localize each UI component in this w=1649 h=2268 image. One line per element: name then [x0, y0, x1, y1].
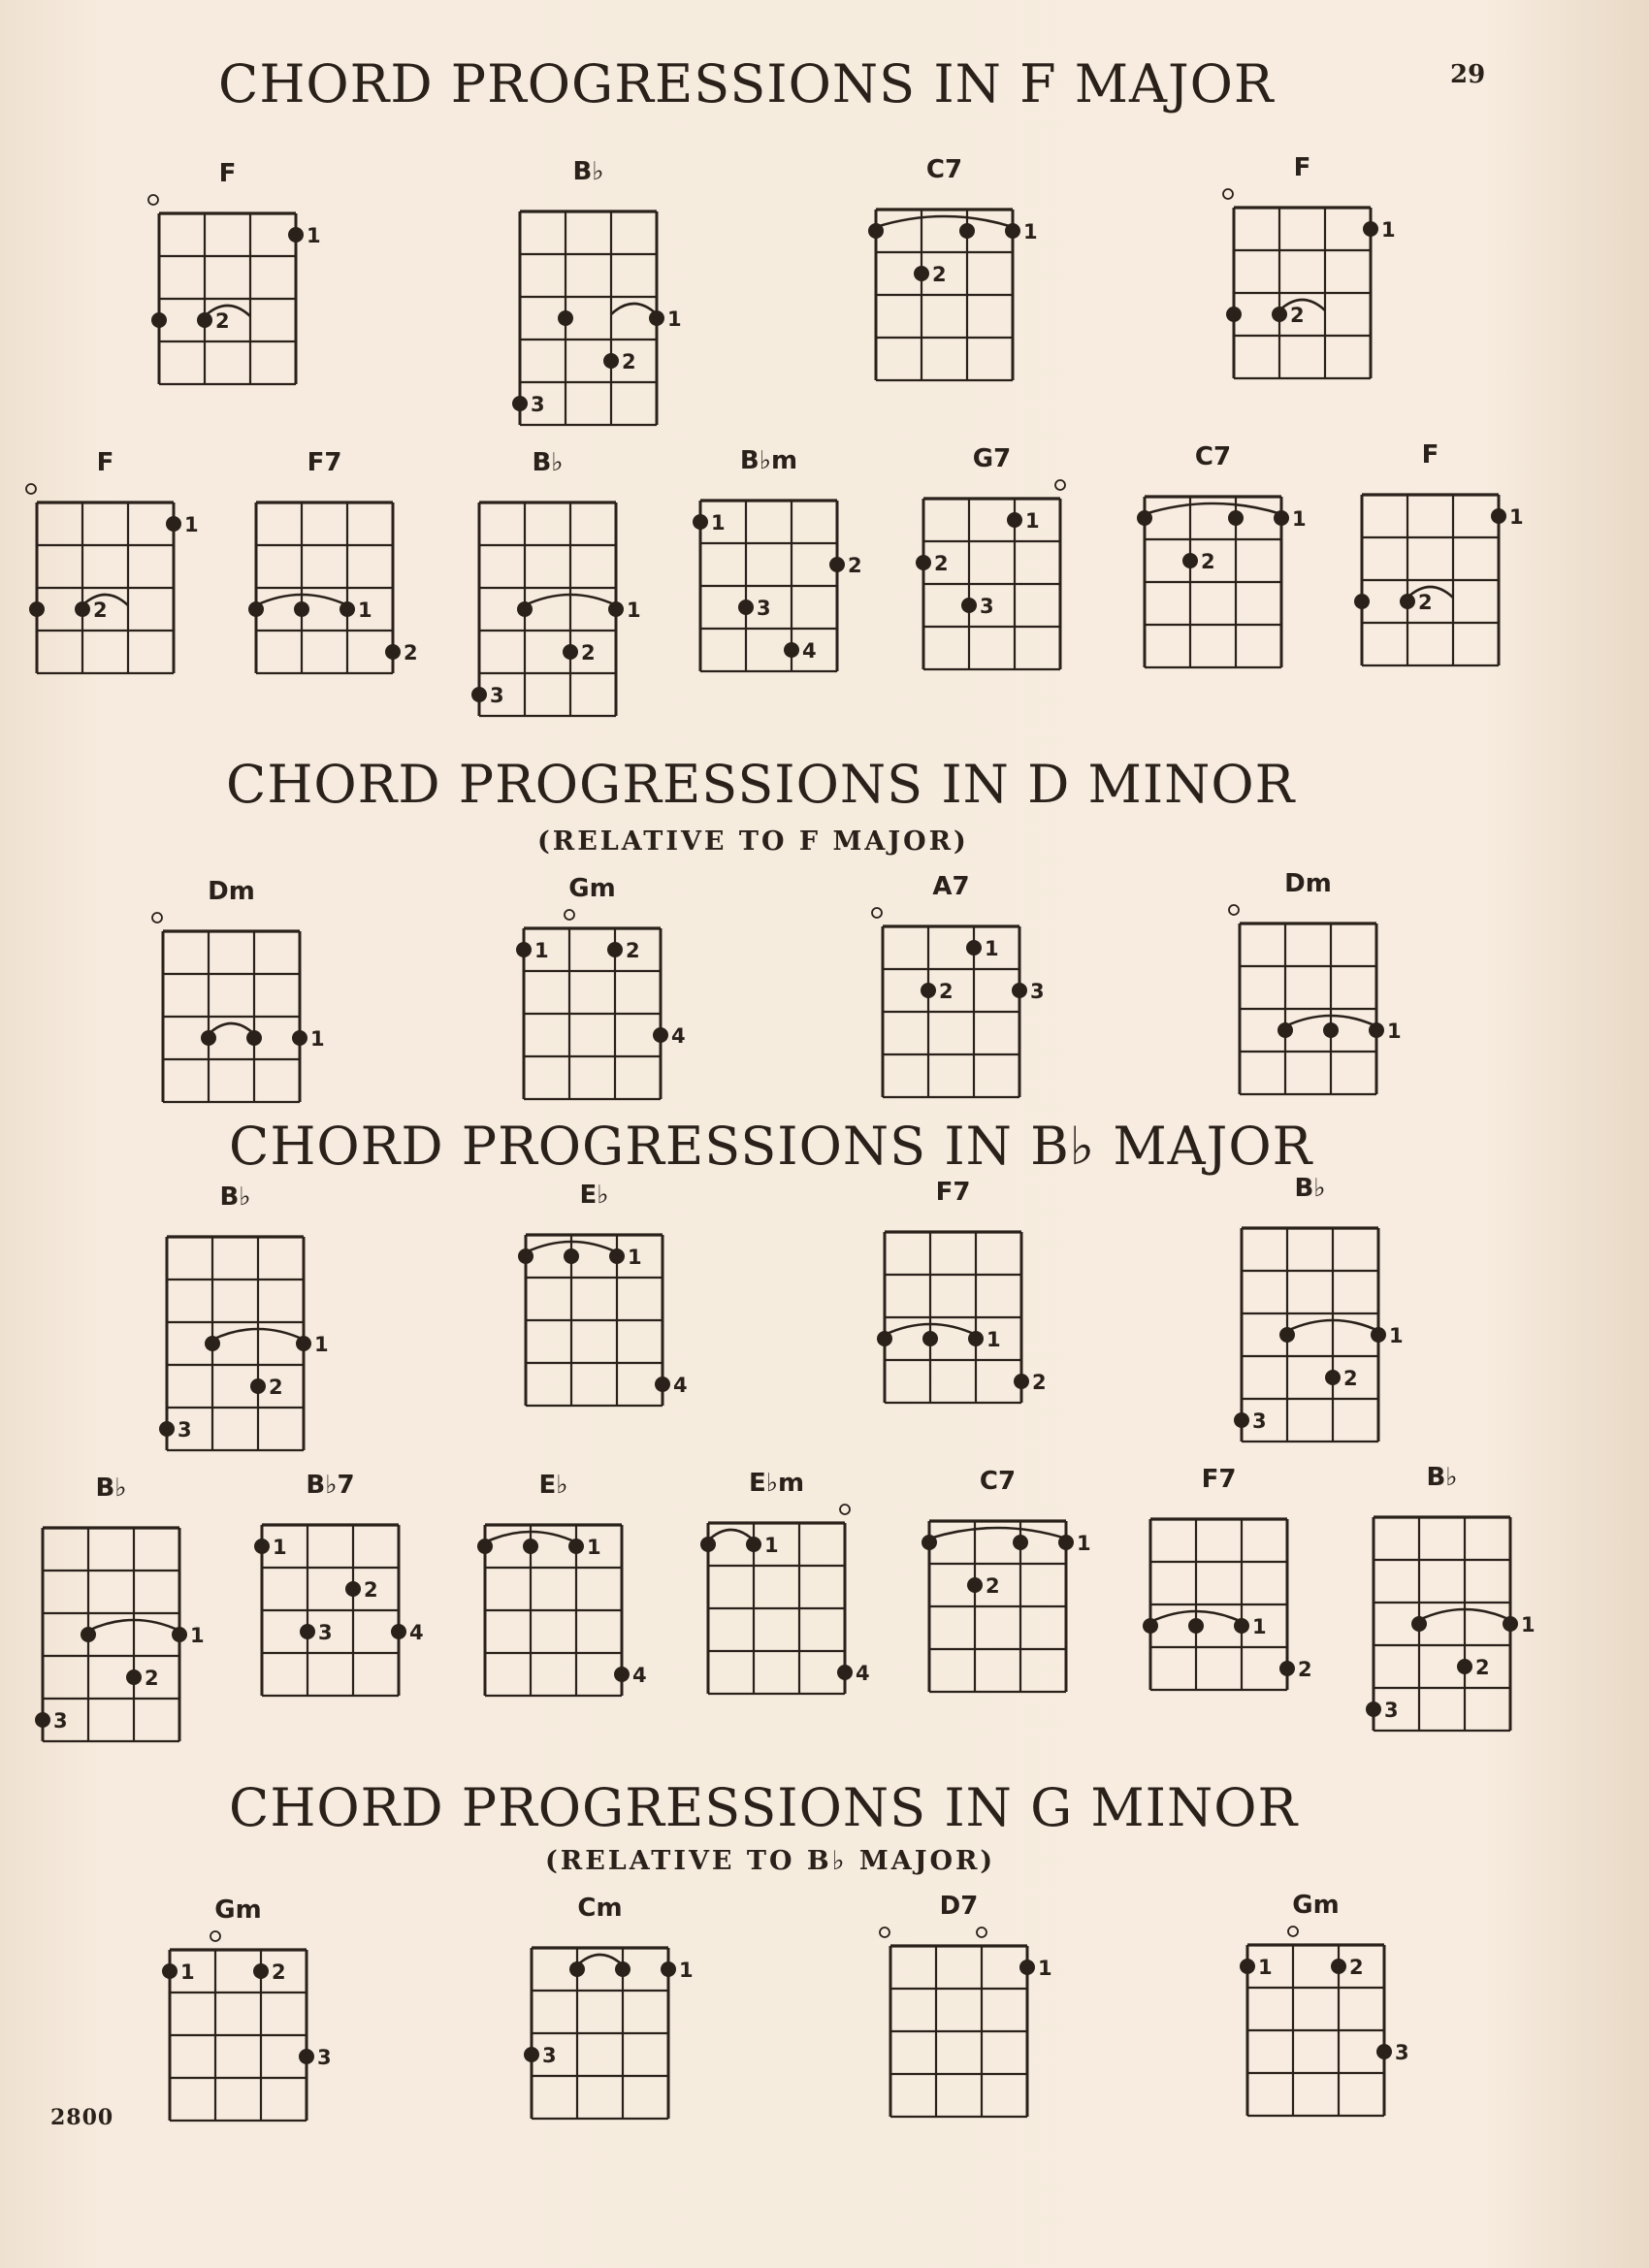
finger-dot — [967, 1577, 983, 1593]
chord-diagram — [440, 444, 684, 745]
fretboard-grid — [1203, 1170, 1446, 1471]
finger-dot — [1014, 1374, 1029, 1389]
finger-number: 1 — [1292, 507, 1307, 531]
open-string-marker — [148, 195, 158, 205]
finger-number: 3 — [1395, 2041, 1409, 2064]
chord-diagram — [1323, 437, 1567, 695]
section-title-bb-major: CHORD PROGRESSIONS IN B♭ MAJOR — [229, 1116, 1313, 1177]
finger-dot — [1274, 510, 1289, 526]
section-title-d-minor: CHORD PROGRESSIONS IN D MINOR — [226, 754, 1296, 815]
finger-number: 1 — [1258, 1956, 1273, 1979]
finger-number: 3 — [53, 1709, 68, 1733]
chord-name: B♭ — [219, 1183, 251, 1212]
open-string-marker — [152, 913, 162, 923]
fretboard-grid — [885, 440, 1128, 698]
finger-dot — [1279, 1327, 1295, 1343]
finger-number: 2 — [1343, 1367, 1358, 1390]
chord-name: F — [96, 448, 114, 477]
barre-arc — [876, 216, 1013, 227]
finger-number: 2 — [145, 1667, 159, 1690]
finger-dot — [294, 601, 309, 617]
chord-diagram — [837, 151, 1081, 409]
finger-dot — [961, 598, 977, 613]
chord-diagram — [1112, 1461, 1355, 1719]
finger-number: 1 — [764, 1534, 779, 1557]
finger-number: 4 — [671, 1024, 686, 1048]
finger-dot — [966, 940, 982, 956]
finger-number: 3 — [757, 597, 771, 620]
chord-name: E♭ — [538, 1471, 568, 1500]
finger-number: 2 — [1349, 1956, 1364, 1979]
finger-dot — [1371, 1327, 1386, 1343]
finger-number: 3 — [542, 2044, 557, 2067]
finger-dot — [345, 1581, 361, 1597]
finger-dot — [914, 266, 929, 281]
finger-dot — [1234, 1618, 1249, 1634]
finger-dot — [1400, 594, 1415, 609]
finger-number: 3 — [178, 1418, 192, 1442]
finger-dot — [248, 601, 264, 617]
finger-number: 1 — [1381, 218, 1396, 242]
fretboard-grid — [1209, 1887, 1452, 2145]
section-title-g-minor: CHORD PROGRESSIONS IN G MINOR — [229, 1777, 1299, 1838]
chord-diagram — [1203, 1170, 1446, 1471]
finger-dot — [1007, 512, 1022, 528]
chord-diagram — [223, 1467, 467, 1725]
finger-dot — [558, 310, 573, 326]
chord-diagram — [124, 873, 368, 1131]
chord-diagram — [844, 868, 1087, 1126]
chord-name: Gm — [568, 874, 616, 903]
finger-number: 1 — [184, 513, 199, 536]
fretboard-grid — [493, 1890, 736, 2148]
chord-name: B♭ — [1294, 1174, 1326, 1203]
chord-name: B♭ — [532, 448, 564, 477]
section-subtitle-d-minor: (RELATIVE TO F MAJOR) — [537, 826, 969, 857]
chord-diagram — [128, 1179, 372, 1479]
chord-name: E♭m — [748, 1469, 805, 1498]
finger-dot — [1411, 1616, 1427, 1632]
chord-name: Gm — [1292, 1891, 1340, 1920]
finger-dot — [296, 1336, 311, 1351]
finger-dot — [608, 601, 624, 617]
finger-number: 2 — [93, 599, 108, 622]
fretboard-grid — [1323, 437, 1567, 695]
finger-dot — [253, 1963, 269, 1979]
finger-number: 2 — [581, 641, 596, 664]
chord-name: D7 — [939, 1892, 979, 1921]
finger-number: 1 — [314, 1333, 329, 1356]
finger-dot — [1188, 1618, 1204, 1634]
finger-dot — [615, 1961, 630, 1977]
finger-dot — [693, 514, 708, 530]
finger-number: 1 — [628, 1246, 642, 1269]
finger-number: 1 — [986, 1328, 1001, 1351]
finger-dot — [569, 1961, 585, 1977]
finger-number: 3 — [317, 2046, 332, 2069]
finger-dot — [1457, 1659, 1472, 1674]
finger-number: 4 — [856, 1662, 870, 1685]
finger-dot — [1491, 508, 1506, 524]
finger-number: 2 — [932, 263, 947, 286]
barre-arc — [611, 304, 657, 314]
finger-number: 3 — [980, 595, 994, 618]
fretboard-grid — [223, 1467, 467, 1725]
chord-name: B♭ — [572, 157, 604, 186]
finger-number: 1 — [667, 308, 682, 331]
finger-dot — [916, 555, 931, 570]
finger-dot — [172, 1627, 187, 1642]
finger-dot — [197, 312, 212, 328]
finger-dot — [385, 644, 401, 660]
chord-name: Dm — [1284, 869, 1332, 898]
chord-name: Gm — [214, 1895, 262, 1925]
finger-dot — [1331, 1959, 1346, 1974]
section-title-f-major: CHORD PROGRESSIONS IN F MAJOR — [218, 53, 1275, 114]
fretboard-grid — [481, 153, 725, 454]
finger-number: 2 — [848, 554, 862, 577]
fretboard-grid — [844, 868, 1087, 1126]
finger-dot — [1279, 1661, 1295, 1676]
fretboard-grid — [1201, 865, 1444, 1123]
open-string-marker — [872, 908, 882, 918]
finger-number: 1 — [1509, 505, 1524, 529]
finger-number: 4 — [632, 1664, 647, 1687]
finger-number: 2 — [626, 939, 640, 962]
chord-diagram — [1195, 149, 1439, 407]
finger-dot — [649, 310, 664, 326]
finger-number: 4 — [409, 1621, 424, 1644]
finger-dot — [563, 644, 578, 660]
chord-diagram — [852, 1888, 1095, 2146]
chord-diagram — [0, 444, 242, 702]
finger-dot — [512, 396, 528, 411]
finger-dot — [614, 1667, 630, 1682]
chord-name: F — [218, 159, 237, 188]
finger-dot — [75, 601, 90, 617]
finger-number: 1 — [1389, 1324, 1404, 1347]
finger-dot — [568, 1539, 584, 1554]
finger-dot — [340, 601, 355, 617]
finger-number: 4 — [673, 1374, 688, 1397]
finger-dot — [151, 312, 167, 328]
open-string-marker — [840, 1505, 850, 1514]
finger-number: 1 — [627, 599, 641, 622]
finger-dot — [922, 1331, 938, 1346]
finger-number: 1 — [1387, 1020, 1402, 1043]
finger-number: 3 — [490, 684, 504, 707]
finger-dot — [292, 1030, 307, 1046]
finger-number: 2 — [939, 980, 954, 1003]
finger-dot — [1366, 1701, 1381, 1717]
barre-arc — [929, 1528, 1066, 1539]
finger-dot — [471, 687, 487, 702]
finger-number: 1 — [1521, 1613, 1536, 1636]
chord-name: F7 — [307, 448, 342, 477]
finger-dot — [516, 942, 532, 957]
finger-dot — [959, 223, 975, 239]
finger-number: 1 — [1077, 1532, 1091, 1555]
open-string-marker — [977, 1928, 986, 1937]
finger-number: 3 — [1030, 980, 1045, 1003]
finger-number: 1 — [985, 937, 999, 960]
chord-name: A7 — [932, 872, 970, 901]
fretboard-grid — [485, 870, 728, 1128]
fretboard-grid — [669, 1465, 913, 1723]
finger-number: 3 — [531, 393, 545, 416]
finger-dot — [159, 1421, 175, 1437]
finger-dot — [837, 1665, 853, 1680]
finger-dot — [1503, 1616, 1518, 1632]
finger-number: 2 — [1475, 1656, 1490, 1679]
chord-name: Dm — [208, 877, 255, 906]
barre-arc — [708, 1530, 754, 1540]
finger-dot — [609, 1248, 625, 1264]
finger-number: 1 — [679, 1959, 694, 1982]
finger-number: 3 — [1252, 1409, 1267, 1433]
finger-dot — [299, 2049, 314, 2064]
finger-number: 2 — [1032, 1371, 1047, 1394]
fretboard-grid — [1335, 1459, 1578, 1760]
finger-number: 3 — [1384, 1699, 1399, 1722]
finger-dot — [166, 516, 181, 532]
finger-dot — [1354, 594, 1370, 609]
open-string-marker — [565, 910, 574, 920]
chord-diagram — [885, 440, 1128, 698]
fretboard-grid — [440, 444, 684, 745]
open-string-marker — [1288, 1927, 1298, 1936]
open-string-marker — [1229, 905, 1239, 915]
chord-name: C7 — [1194, 442, 1232, 471]
finger-number: 2 — [934, 552, 949, 575]
finger-number: 1 — [190, 1624, 205, 1647]
fretboard-grid — [128, 1179, 372, 1479]
finger-dot — [1228, 510, 1244, 526]
finger-number: 4 — [802, 639, 817, 663]
finger-number: 2 — [1418, 591, 1433, 614]
finger-number: 1 — [307, 224, 321, 247]
section-subtitle-g-minor: (RELATIVE TO B♭ MAJOR) — [545, 1846, 996, 1876]
chord-name: F7 — [1201, 1465, 1237, 1494]
finger-dot — [653, 1027, 668, 1043]
fretboard-grid — [1195, 149, 1439, 407]
fretboard-grid — [120, 155, 364, 413]
finger-dot — [655, 1377, 670, 1392]
chord-name: B♭ — [1426, 1463, 1458, 1492]
finger-dot — [1323, 1022, 1339, 1038]
finger-dot — [477, 1539, 493, 1554]
finger-dot — [288, 227, 304, 243]
finger-number: 1 — [1025, 509, 1040, 533]
fretboard-grid — [446, 1467, 690, 1725]
chord-diagram — [669, 1465, 913, 1723]
chord-name: Cm — [577, 1894, 623, 1923]
finger-dot — [523, 1539, 538, 1554]
finger-dot — [1376, 2044, 1392, 2059]
finger-dot — [518, 1248, 534, 1264]
barre-arc — [577, 1955, 623, 1965]
finger-dot — [1182, 553, 1198, 568]
chord-diagram — [1106, 438, 1349, 697]
finger-dot — [829, 557, 845, 572]
finger-dot — [254, 1539, 270, 1554]
barre-arc — [209, 1023, 254, 1034]
chord-diagram — [487, 1177, 730, 1435]
open-string-marker — [210, 1931, 220, 1941]
finger-dot — [162, 1963, 178, 1979]
finger-dot — [1058, 1535, 1074, 1550]
finger-dot — [1363, 221, 1378, 237]
chord-name: B♭ — [95, 1474, 127, 1503]
finger-number: 2 — [364, 1578, 378, 1602]
finger-dot — [524, 2047, 539, 2062]
chord-diagram — [846, 1174, 1089, 1432]
fretboard-grid — [837, 151, 1081, 409]
finger-dot — [738, 599, 754, 615]
finger-number: 2 — [269, 1376, 283, 1399]
finger-dot — [1137, 510, 1152, 526]
fretboard-grid — [1112, 1461, 1355, 1719]
finger-number: 2 — [1290, 304, 1305, 327]
finger-dot — [205, 1336, 220, 1351]
open-string-marker — [1055, 480, 1065, 490]
chord-diagram — [1201, 865, 1444, 1123]
chord-diagram — [1209, 1887, 1452, 2145]
finger-dot — [126, 1669, 142, 1685]
fretboard-grid — [0, 444, 242, 702]
finger-dot — [564, 1248, 579, 1264]
finger-dot — [300, 1624, 315, 1639]
finger-dot — [1012, 983, 1027, 998]
chord-name: E♭ — [579, 1181, 609, 1210]
fretboard-grid — [131, 1892, 374, 2150]
fretboard-grid — [1106, 438, 1349, 697]
open-string-marker — [880, 1928, 889, 1937]
chord-diagram — [485, 870, 728, 1128]
finger-dot — [784, 642, 799, 658]
finger-number: 1 — [358, 599, 372, 622]
chord-name: C7 — [925, 155, 963, 184]
finger-number: 2 — [986, 1574, 1000, 1598]
chord-diagram — [662, 442, 905, 700]
chord-diagram — [481, 153, 725, 454]
chord-diagram — [1335, 1459, 1578, 1760]
chord-name: G7 — [972, 444, 1012, 473]
finger-dot — [1226, 307, 1242, 322]
finger-dot — [1325, 1370, 1341, 1385]
finger-dot — [1143, 1618, 1158, 1634]
fretboard-grid — [846, 1174, 1089, 1432]
finger-number: 2 — [215, 309, 230, 333]
finger-number: 1 — [1038, 1957, 1052, 1980]
open-string-marker — [1223, 189, 1233, 199]
finger-dot — [1234, 1412, 1249, 1428]
chord-name: F — [1293, 153, 1311, 182]
fretboard-grid — [487, 1177, 730, 1435]
footer-code: 2800 — [50, 2105, 114, 2130]
finger-number: 2 — [622, 350, 636, 373]
finger-dot — [201, 1030, 216, 1046]
chord-diagram — [446, 1467, 690, 1725]
finger-number: 2 — [1298, 1658, 1312, 1681]
finger-number: 1 — [534, 939, 549, 962]
chord-name: F7 — [935, 1178, 971, 1207]
page-number: 29 — [1450, 60, 1486, 89]
finger-dot — [391, 1624, 406, 1639]
finger-dot — [700, 1537, 716, 1552]
finger-number: 1 — [180, 1960, 195, 1984]
finger-number: 3 — [318, 1621, 333, 1644]
fretboard-grid — [124, 873, 368, 1131]
finger-number: 1 — [1252, 1615, 1267, 1638]
fretboard-grid — [4, 1470, 247, 1770]
finger-dot — [1277, 1022, 1293, 1038]
finger-number: 2 — [404, 641, 418, 664]
fretboard-grid — [662, 442, 905, 700]
finger-dot — [661, 1961, 676, 1977]
chord-name: B♭7 — [306, 1471, 355, 1500]
chord-name: C7 — [979, 1467, 1017, 1496]
finger-number: 1 — [310, 1027, 325, 1051]
finger-dot — [1369, 1022, 1384, 1038]
chord-diagram — [120, 155, 364, 413]
chord-diagram — [217, 444, 461, 702]
finger-dot — [1005, 223, 1020, 239]
finger-dot — [29, 601, 45, 617]
chord-diagram — [493, 1890, 736, 2148]
finger-number: 1 — [273, 1536, 287, 1559]
finger-number: 1 — [711, 511, 726, 535]
finger-dot — [1013, 1535, 1028, 1550]
finger-dot — [607, 942, 623, 957]
finger-dot — [922, 1535, 937, 1550]
barre-arc — [1145, 503, 1281, 514]
finger-dot — [603, 353, 619, 369]
finger-number: 1 — [587, 1536, 601, 1559]
finger-number: 1 — [1023, 220, 1038, 243]
chord-name: B♭m — [739, 446, 798, 475]
finger-dot — [1240, 1959, 1255, 1974]
finger-dot — [517, 601, 533, 617]
finger-number: 2 — [272, 1960, 286, 1984]
finger-dot — [81, 1627, 96, 1642]
finger-dot — [250, 1378, 266, 1394]
finger-dot — [968, 1331, 984, 1346]
chord-diagram — [131, 1892, 374, 2150]
finger-number: 2 — [1201, 550, 1215, 573]
finger-dot — [868, 223, 884, 239]
fretboard-grid — [852, 1888, 1095, 2146]
finger-dot — [1272, 307, 1287, 322]
finger-dot — [35, 1712, 50, 1728]
chord-diagram — [890, 1463, 1134, 1721]
chord-name: F — [1421, 440, 1439, 470]
finger-dot — [246, 1030, 262, 1046]
fretboard-grid — [890, 1463, 1134, 1721]
chord-diagram — [4, 1470, 247, 1770]
finger-dot — [1019, 1960, 1035, 1975]
finger-dot — [877, 1331, 892, 1346]
fretboard-grid — [217, 444, 461, 702]
finger-dot — [746, 1537, 761, 1552]
finger-dot — [921, 983, 936, 998]
open-string-marker — [26, 484, 36, 494]
